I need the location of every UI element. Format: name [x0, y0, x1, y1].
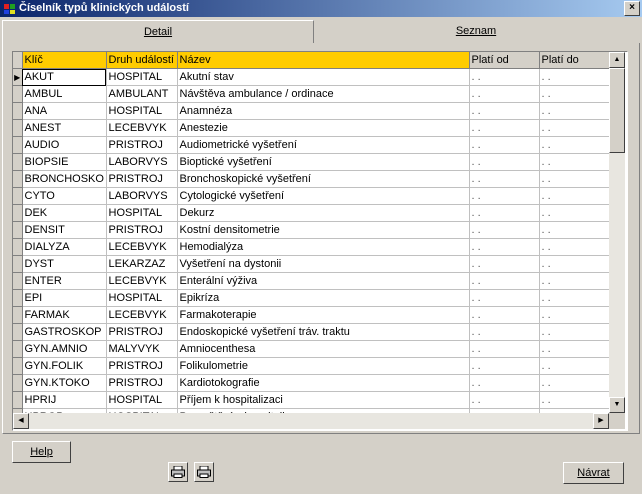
row-indicator[interactable]: [13, 324, 22, 341]
cell-nazev[interactable]: Anamnéza: [177, 103, 469, 120]
cell-druh[interactable]: LABORVYS: [106, 188, 177, 205]
row-indicator[interactable]: [13, 341, 22, 358]
row-indicator[interactable]: [13, 307, 22, 324]
cell-druh[interactable]: LEKARZAZ: [106, 256, 177, 273]
cell-druh[interactable]: LABORVYS: [106, 154, 177, 171]
row-indicator[interactable]: [13, 120, 22, 137]
cell-plati-do[interactable]: . .: [539, 239, 609, 256]
row-indicator[interactable]: [13, 205, 22, 222]
table-row[interactable]: [13, 239, 609, 256]
table-row[interactable]: [13, 290, 609, 307]
window-title: Číselník typů klinických událostí: [19, 2, 189, 14]
cell-plati-do[interactable]: . .: [539, 154, 609, 171]
cell-nazev[interactable]: Audiometrické vyšetření: [177, 137, 469, 154]
cell-nazev[interactable]: Cytologické vyšetření: [177, 188, 469, 205]
cell-druh[interactable]: HOSPITAL: [106, 290, 177, 307]
cell-klic[interactable]: GYN.KTOKO: [22, 375, 106, 392]
cell-druh[interactable]: PRISTROJ: [106, 375, 177, 392]
row-indicator[interactable]: [13, 171, 22, 188]
app-icon: [3, 2, 16, 15]
tab-detail-label: Detail: [143, 26, 173, 38]
tab-seznam[interactable]: [313, 20, 639, 42]
cell-plati-od[interactable]: . .: [469, 341, 539, 358]
horizontal-scrollbar[interactable]: [13, 413, 609, 429]
help-button-label: Help: [30, 446, 53, 458]
cell-druh[interactable]: HOSPITAL: [106, 69, 177, 86]
printer-preview-glyph: [197, 466, 211, 478]
cell-druh[interactable]: PRISTROJ: [106, 222, 177, 239]
cell-druh[interactable]: LECEBVYK: [106, 307, 177, 324]
cell-nazev[interactable]: Vyšetření na dystonii: [177, 256, 469, 273]
cell-plati-od[interactable]: . .: [469, 324, 539, 341]
cell-klic[interactable]: GASTROSKOP: [22, 324, 106, 341]
cell-plati-od[interactable]: . .: [469, 137, 539, 154]
cell-druh[interactable]: PRISTROJ: [106, 324, 177, 341]
cell-plati-do[interactable]: . .: [539, 375, 609, 392]
cell-plati-od[interactable]: . .: [469, 103, 539, 120]
cell-druh[interactable]: PRISTROJ: [106, 137, 177, 154]
cell-nazev[interactable]: Endoskopické vyšetření tráv. traktu: [177, 324, 469, 341]
column-header-plati-od[interactable]: Platí od: [469, 52, 539, 69]
vertical-scroll-thumb[interactable]: [609, 68, 625, 153]
cell-plati-od[interactable]: . .: [469, 120, 539, 137]
cell-nazev[interactable]: Bioptické vyšetření: [177, 154, 469, 171]
cell-plati-do[interactable]: . .: [539, 358, 609, 375]
cell-plati-od[interactable]: . .: [469, 222, 539, 239]
column-header-plati-do[interactable]: Platí do: [539, 52, 609, 69]
table-row[interactable]: [13, 86, 609, 103]
cell-druh[interactable]: LECEBVYK: [106, 120, 177, 137]
cell-nazev[interactable]: Příjem k hospitalizaci: [177, 392, 469, 409]
table-row[interactable]: [13, 222, 609, 239]
cell-klic[interactable]: GYN.FOLIK: [22, 358, 106, 375]
table-row[interactable]: [13, 69, 609, 86]
row-selector-arrow-icon[interactable]: ▶: [13, 69, 22, 86]
table-row[interactable]: [13, 154, 609, 171]
back-button-label: Návrat: [577, 467, 610, 479]
cell-klic[interactable]: DENSIT: [22, 222, 106, 239]
cell-plati-od[interactable]: . .: [469, 358, 539, 375]
cell-plati-do[interactable]: . .: [539, 86, 609, 103]
row-indicator[interactable]: [13, 358, 22, 375]
cell-klic[interactable]: EPI: [22, 290, 106, 307]
cell-plati-od[interactable]: . .: [469, 239, 539, 256]
table-row[interactable]: [13, 188, 609, 205]
cell-plati-do[interactable]: . .: [539, 256, 609, 273]
scroll-right-icon[interactable]: ▶: [593, 413, 609, 429]
printer-glyph: [171, 466, 185, 478]
cell-klic[interactable]: BRONCHOSKO: [22, 171, 106, 188]
cell-nazev[interactable]: Folikulometrie: [177, 358, 469, 375]
cell-plati-do[interactable]: . .: [539, 341, 609, 358]
cell-plati-do[interactable]: . .: [539, 222, 609, 239]
cell-plati-do[interactable]: . .: [539, 188, 609, 205]
cell-klic[interactable]: ENTER: [22, 273, 106, 290]
printer-preview-icon[interactable]: [194, 462, 214, 482]
cell-plati-od[interactable]: . .: [469, 256, 539, 273]
row-indicator[interactable]: [13, 103, 22, 120]
cell-plati-do[interactable]: . .: [539, 324, 609, 341]
row-indicator[interactable]: [13, 392, 22, 409]
cell-plati-do[interactable]: . .: [539, 273, 609, 290]
help-button[interactable]: [12, 441, 71, 463]
cell-klic[interactable]: FARMAK: [22, 307, 106, 324]
printer-icon[interactable]: [168, 462, 188, 482]
cell-druh[interactable]: HOSPITAL: [106, 103, 177, 120]
cell-klic[interactable]: AUDIO: [22, 137, 106, 154]
grid-header-row: [13, 52, 609, 69]
cell-plati-do[interactable]: . .: [539, 307, 609, 324]
cell-plati-od[interactable]: . .: [469, 205, 539, 222]
vertical-scrollbar[interactable]: [609, 52, 625, 413]
cell-druh[interactable]: AMBULANT: [106, 86, 177, 103]
cell-plati-do[interactable]: . .: [539, 120, 609, 137]
cell-druh[interactable]: HOSPITAL: [106, 392, 177, 409]
cell-klic[interactable]: DYST: [22, 256, 106, 273]
row-indicator[interactable]: [13, 137, 22, 154]
cell-nazev[interactable]: Kostní densitometrie: [177, 222, 469, 239]
scroll-left-icon[interactable]: ◀: [13, 413, 29, 429]
cell-nazev[interactable]: Epikríza: [177, 290, 469, 307]
cell-plati-do[interactable]: . .: [539, 290, 609, 307]
cell-druh[interactable]: LECEBVYK: [106, 273, 177, 290]
cell-plati-od[interactable]: . .: [469, 307, 539, 324]
cell-nazev[interactable]: Farmakoterapie: [177, 307, 469, 324]
cell-nazev[interactable]: Enterální výživa: [177, 273, 469, 290]
cell-druh[interactable]: PRISTROJ: [106, 358, 177, 375]
row-indicator[interactable]: [13, 290, 22, 307]
cell-druh[interactable]: HOSPITAL: [106, 205, 177, 222]
cell-klic[interactable]: AKUT: [22, 69, 106, 86]
cell-plati-od[interactable]: . .: [469, 86, 539, 103]
column-header-druh[interactable]: Druh událostí: [106, 52, 177, 69]
cell-klic[interactable]: HPRIJ: [22, 392, 106, 409]
cell-nazev[interactable]: Akutní stav: [177, 69, 469, 86]
row-indicator[interactable]: [13, 188, 22, 205]
cell-plati-od[interactable]: . .: [469, 154, 539, 171]
row-indicator[interactable]: [13, 154, 22, 171]
table-row[interactable]: [13, 341, 609, 358]
column-header-nazev[interactable]: Název: [177, 52, 469, 69]
cell-nazev[interactable]: Hemodialýza: [177, 239, 469, 256]
table-row[interactable]: [13, 205, 609, 222]
row-indicator[interactable]: [13, 86, 22, 103]
cell-klic[interactable]: GYN.AMNIO: [22, 341, 106, 358]
back-button[interactable]: [563, 462, 624, 484]
cell-nazev[interactable]: Dekurz: [177, 205, 469, 222]
cell-druh[interactable]: LECEBVYK: [106, 239, 177, 256]
table-row[interactable]: [13, 375, 609, 392]
cell-klic[interactable]: ANA: [22, 103, 106, 120]
row-indicator[interactable]: [13, 375, 22, 392]
scroll-up-icon[interactable]: ▲: [609, 52, 625, 68]
table-row[interactable]: [13, 137, 609, 154]
table-row[interactable]: [13, 273, 609, 290]
table-row[interactable]: [13, 392, 609, 409]
cell-plati-od[interactable]: . .: [469, 290, 539, 307]
table-row[interactable]: [13, 120, 609, 137]
table-row[interactable]: [13, 324, 609, 341]
scroll-down-icon[interactable]: ▼: [609, 397, 625, 413]
cell-plati-od[interactable]: . .: [469, 273, 539, 290]
cell-nazev[interactable]: Kardiotokografie: [177, 375, 469, 392]
table-row[interactable]: [13, 256, 609, 273]
cell-plati-od[interactable]: . .: [469, 392, 539, 409]
cell-klic[interactable]: DEK: [22, 205, 106, 222]
cell-druh[interactable]: PRISTROJ: [106, 171, 177, 188]
cell-plati-do[interactable]: . .: [539, 205, 609, 222]
tab-seznam-label: Seznam: [455, 25, 497, 37]
row-indicator[interactable]: [13, 239, 22, 256]
cell-nazev[interactable]: Amniocenthesa: [177, 341, 469, 358]
title-bar: [0, 0, 642, 17]
cell-plati-do[interactable]: . .: [539, 69, 609, 86]
cell-klic[interactable]: AMBUL: [22, 86, 106, 103]
cell-plati-od[interactable]: . .: [469, 375, 539, 392]
cell-klic[interactable]: BIOPSIE: [22, 154, 106, 171]
row-indicator[interactable]: [13, 256, 22, 273]
scrollbar-corner: [609, 413, 625, 429]
cell-klic[interactable]: CYTO: [22, 188, 106, 205]
header-indicator: [13, 52, 22, 69]
cell-druh[interactable]: MALYVYK: [106, 341, 177, 358]
cell-plati-od[interactable]: . .: [469, 188, 539, 205]
cell-plati-do[interactable]: . .: [539, 137, 609, 154]
table-row[interactable]: [13, 171, 609, 188]
close-button[interactable]: ×: [624, 1, 640, 16]
cell-plati-do[interactable]: . .: [539, 103, 609, 120]
row-indicator[interactable]: [13, 222, 22, 239]
cell-klic[interactable]: DIALYZA: [22, 239, 106, 256]
tab-detail[interactable]: [2, 20, 314, 43]
row-indicator[interactable]: [13, 273, 22, 290]
cell-plati-od[interactable]: . .: [469, 69, 539, 86]
data-grid: [12, 51, 628, 431]
cell-nazev[interactable]: Bronchoskopické vyšetření: [177, 171, 469, 188]
table-row[interactable]: [13, 307, 609, 324]
column-header-klic[interactable]: Klíč: [22, 52, 106, 69]
cell-plati-do[interactable]: . .: [539, 171, 609, 188]
table-row[interactable]: [13, 358, 609, 375]
cell-klic[interactable]: ANEST: [22, 120, 106, 137]
cell-nazev[interactable]: Anestezie: [177, 120, 469, 137]
table-row[interactable]: [13, 103, 609, 120]
grid-table: [13, 52, 610, 426]
cell-plati-do[interactable]: . .: [539, 392, 609, 409]
cell-nazev[interactable]: Návštěva ambulance / ordinace: [177, 86, 469, 103]
cell-plati-od[interactable]: . .: [469, 171, 539, 188]
